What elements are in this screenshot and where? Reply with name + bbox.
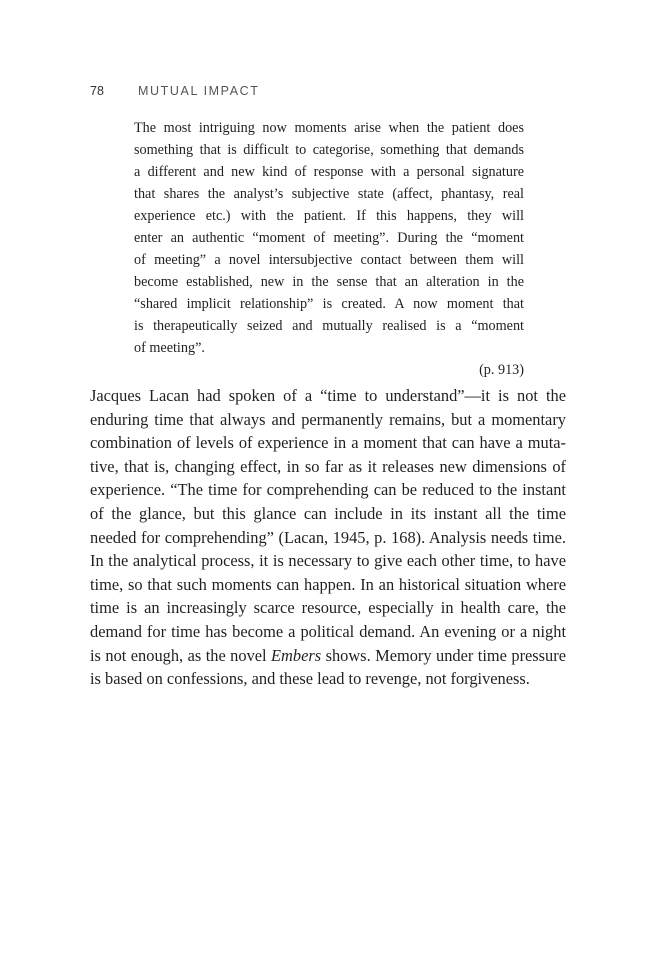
paragraph-line: of the glance, but this glance can include in its instant all the time xyxy=(90,503,566,523)
paragraph-line: combination of levels of experience in a moment that can have a muta- xyxy=(90,433,566,453)
paragraph-line: tive, that is, changing effect, in so far as it releases new dimensions of xyxy=(90,456,566,476)
quote-line: is therapeutically seized and mutually realised is a “moment xyxy=(134,318,524,334)
quote-line: that shares the analyst’s subjective state (affect, phantasy, real xyxy=(134,186,524,202)
novel-title: Embers xyxy=(271,645,322,665)
quote-line: “shared implicit relationship” is created. A now moment that xyxy=(134,296,524,312)
page-number: 78 xyxy=(90,84,104,98)
quote-line: experience etc.) with the patient. If this happens, they will xyxy=(134,208,524,224)
book-title: MUTUAL IMPACT xyxy=(138,84,260,98)
quote-citation: (p. 913) xyxy=(479,362,524,378)
quote-line: enter an authentic “moment of meeting”. During the “moment xyxy=(134,230,524,246)
quote-line: of meeting”. xyxy=(134,340,205,356)
quote-line: The most intriguing now moments arise when the patient does xyxy=(134,120,524,136)
paragraph-line: In the analytical process, it is necessary to give each other time, to have xyxy=(90,551,566,571)
quote-line: of meeting” a novel intersubjective contact between them will xyxy=(134,252,524,268)
quote-line: something that is difficult to categorise, something that demands xyxy=(134,142,524,158)
paragraph-line: enduring time that always and permanently remains, but a momentary xyxy=(90,409,566,429)
paragraph-line: is based on confessions, and these lead to revenge, not forgiveness. xyxy=(90,669,530,689)
paragraph-line: needed for comprehending” (Lacan, 1945, p. 168). Analysis needs time. xyxy=(90,527,566,547)
body-paragraph xyxy=(90,384,566,691)
paragraph-line: demand for time has become a political demand. An evening or a night xyxy=(90,621,566,641)
line-text: shows. Memory under time pressure xyxy=(321,645,566,665)
paragraph-line: time is an increasingly scarce resource, especially in health care, the xyxy=(90,598,566,618)
paragraph-line: experience. “The time for comprehending can be reduced to the instant xyxy=(90,480,566,500)
quote-line: become established, new in the sense that an alteration in the xyxy=(134,274,524,290)
quote-line: a different and new kind of response with a personal signature xyxy=(134,164,524,180)
paragraph-line: Jacques Lacan had spoken of a “time to understand”—it is not the xyxy=(90,386,566,405)
line-text: is not enough, as the novel xyxy=(90,645,272,665)
running-head xyxy=(90,83,260,99)
paragraph-line: time, so that such moments can happen. In an historical situation where xyxy=(90,574,566,594)
block-quote xyxy=(134,117,524,381)
paragraph-line xyxy=(90,644,566,668)
